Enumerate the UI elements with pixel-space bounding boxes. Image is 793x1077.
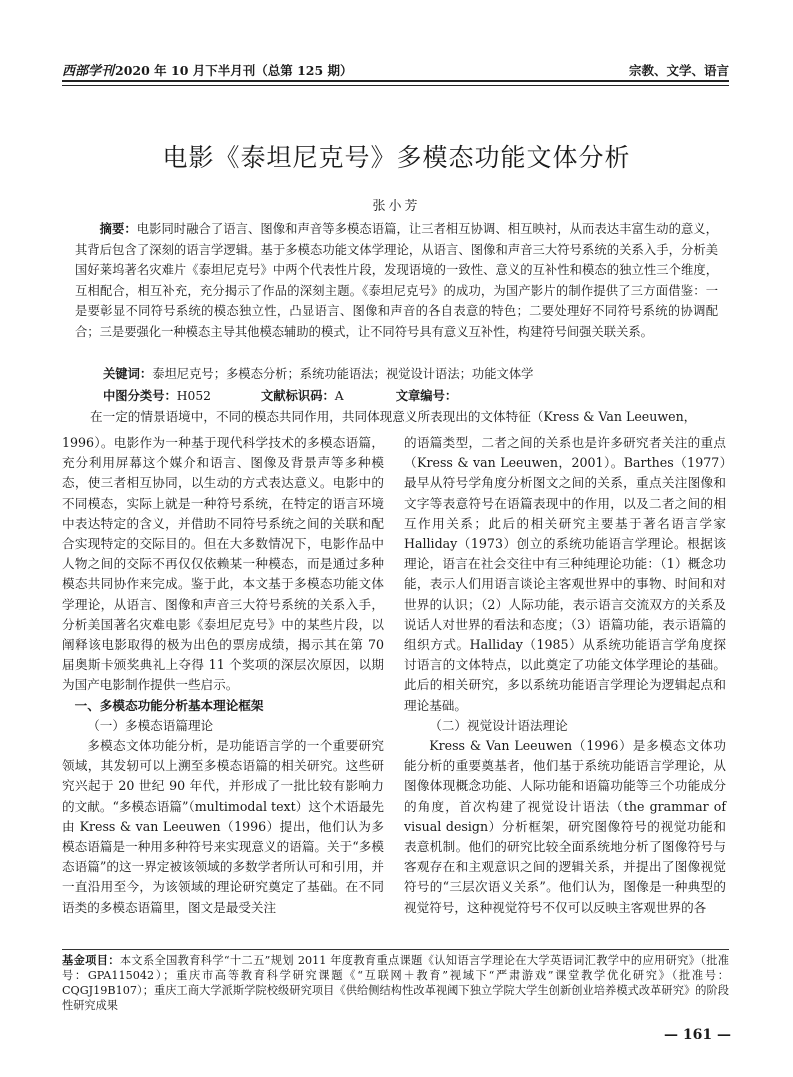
- page-number: — 161 —: [664, 1027, 731, 1043]
- right-column: [404, 433, 726, 918]
- journal-masthead: [62, 60, 353, 79]
- keywords-label: 关键词：: [103, 366, 153, 381]
- paragraph: 1996）。电影作为一种基于现代科学技术的多模态语篇，充分利用屏幕这个媒介和语言、图像及背景声等多种模态，使三者相互协同，以生动的方式表达意义。电影中的不同模态，实际上就是一种符号系统，在特定的语言环境中表达特定的含义，并借助不同符号系统之间的关联和配合实现特定的交际目的。但在大多数情况下，电影作品中人物之间的交际不再仅仅依赖某一种模态，而是通过多种模态共同协作来完成。鉴于此，本文基于多模态功能文体学理论，从语言、图像和声音三大符号系统的关系入手，分析美国著名灾难电影《泰坦尼克号》中的某些片段，以阐释该电影取得的极为出色的票房成绩，揭示其在第 70 届奥斯卡颁奖典礼上夺得 11 个奖项的深层次原因，以期为国产电影制作提供一些启示。: [62, 435, 384, 693]
- article-number-label: 文章编号：: [395, 388, 458, 403]
- clc-label: 中图分类号：: [103, 388, 177, 403]
- section-heading-1: 一、多模态功能分析基本理论框架: [74, 697, 264, 713]
- abstract: [75, 219, 718, 343]
- paragraph: 多模态文体功能分析，是功能语言学的一个重要研究领域，其发轫可以上溯至多模态语篇的相关研究。这些研究兴起于 20 世纪 90 年代，并形成了一批比较有影响力的文献。“多模态语篇”（multimodal text）这个术语最先由 Kress & van Leeuwen（1996）提出，他们认为多模态语篇是一种用多种符号来实现意义的语篇。关于“多模态语篇”的这一界定被该领域的多数学者所认可和引用，并一直沿用至今，为该领域的理论研究奠定了基础。在不同语类的多模态语篇里，图文是最受关注: [62, 738, 384, 915]
- abstract-label: 摘要：: [99, 221, 137, 236]
- keywords: [103, 364, 533, 382]
- subsection-heading: （一）多模态语篇理论: [87, 717, 214, 733]
- doc-code-label: 文献标识码：: [261, 388, 335, 403]
- article-title: 电影《泰坦尼克号》多模态功能文体分析: [162, 143, 631, 172]
- header-rule: [62, 80, 729, 86]
- abstract-text: 电影同时融合了语言、图像和声音等多模态语篇，让三者相互协调、相互映衬，从而表达丰富生动的意义，其背后包含了深刻的语言学逻辑。基于多模态功能文体学理论，从语言、图像和声音三大符号系统的关系入手，分析美国好莱坞著名灾难片《泰坦尼克号》中两个代表性片段，发现语境的一致性、意义的互补性和模态的独立性三个维度，互相配合，相互补充，充分揭示了作品的深刻主题。《泰坦尼克号》的成功，为国产影片的制作提供了三方面借鉴：一是要彰显不同符号系统的模态独立性，凸显语言、图像和声音的各自表意的特色；二要处理好不同符号系统的协调配合；三是要强化一种模态主导其他模态辅助的模式，让不同符号具有意义互补性，构建符号间强关联关系。: [75, 222, 718, 339]
- issue-info: 2020 年 10 月下半月刊（总第 125 期）: [115, 63, 353, 78]
- running-header: [62, 58, 729, 80]
- classification-line: [103, 386, 457, 404]
- footnote-rule: [62, 949, 729, 950]
- footnote-text: 本文系全国教育科学“十二五”规划 2011 年度教育重点课题《认知语言学理论在大学英语词汇教学中的应用研究》（批准号：GPA115042）；重庆市高等教育科学研究课题《“互联网＋教育”视域下“严肃游戏”课堂教学优化研究》（批准号：CQGJ19B107）；重庆工商大学派斯学院校级研究项目《供给侧结构性改革视阈下独立学院大学生创新创业培养模式改革研究》的阶段性研究成果: [62, 954, 729, 1012]
- paragraph: Kress & Van Leeuwen（1996）是多模态文体功能分析的重要奠基者，他们基于系统功能语言学理论，从图像体现概念功能、人际功能和语篇功能等三个功能成分的角度，首次构建了视觉设计语法（the grammar of visual design）分析框架，研究图像符号的视觉功能和表意机制。他们的研究比较全面系统地分析了图像符号与客观存在和主观意识之间的逻辑关系，并提出了图像视觉符号的“三层次语义关系”。他们认为，图像是一种典型的视觉符号，这种视觉符号不仅可以反映主客观世界的各: [404, 738, 726, 915]
- journal-logo: 西部学刊: [62, 64, 115, 79]
- section-label: 宗教、文学、语言: [628, 63, 729, 78]
- clc-value: H052: [176, 389, 211, 403]
- subsection-heading: （二）视觉设计语法理论: [429, 717, 568, 733]
- keywords-text: 泰坦尼克号；多模态分析；系统功能语法；视觉设计语法；功能文体学: [152, 367, 534, 381]
- doc-code-value: A: [334, 389, 344, 403]
- paragraph: 的语篇类型，二者之间的关系也是许多研究者关注的重点（Kress & van Leeuwen，2001）。Barthes（1977）最早从符号学角度分析图文之间的关系，重点关注图像和文字等表意符号在语篇表现中的作用，以及二者之间的相互作用关系；此后的相关研究主要基于著名语言学家 Halliday（1973）创立的系统功能语言学理论。根据该理论，语言在社会交往中有三种纯理论功能：（1）概念功能，表示人们用语言谈论主客观世界中的事物、时间和对世界的认识；（2）人际功能，表示语言交流双方的关系及说话人对世界的看法和态度；（3）语篇功能，表示语篇的组织方式。Halliday（1985）从系统功能语言学角度探讨语言的文体特点，以此奠定了功能文体学理论的基础。此后的相关研究，多以系统功能语言学理论为逻辑起点和理论基础。: [404, 435, 726, 713]
- body-first-line: 在一定的情景语境中，不同的模态共同作用，共同体现意义所表现出的文体特征（Kress & Van Leeuwen，: [90, 409, 697, 424]
- author-name: 张小芳: [372, 199, 421, 214]
- funding-footnote: [62, 953, 729, 1013]
- left-column: [62, 433, 384, 918]
- footnote-label: 基金项目：: [62, 953, 120, 967]
